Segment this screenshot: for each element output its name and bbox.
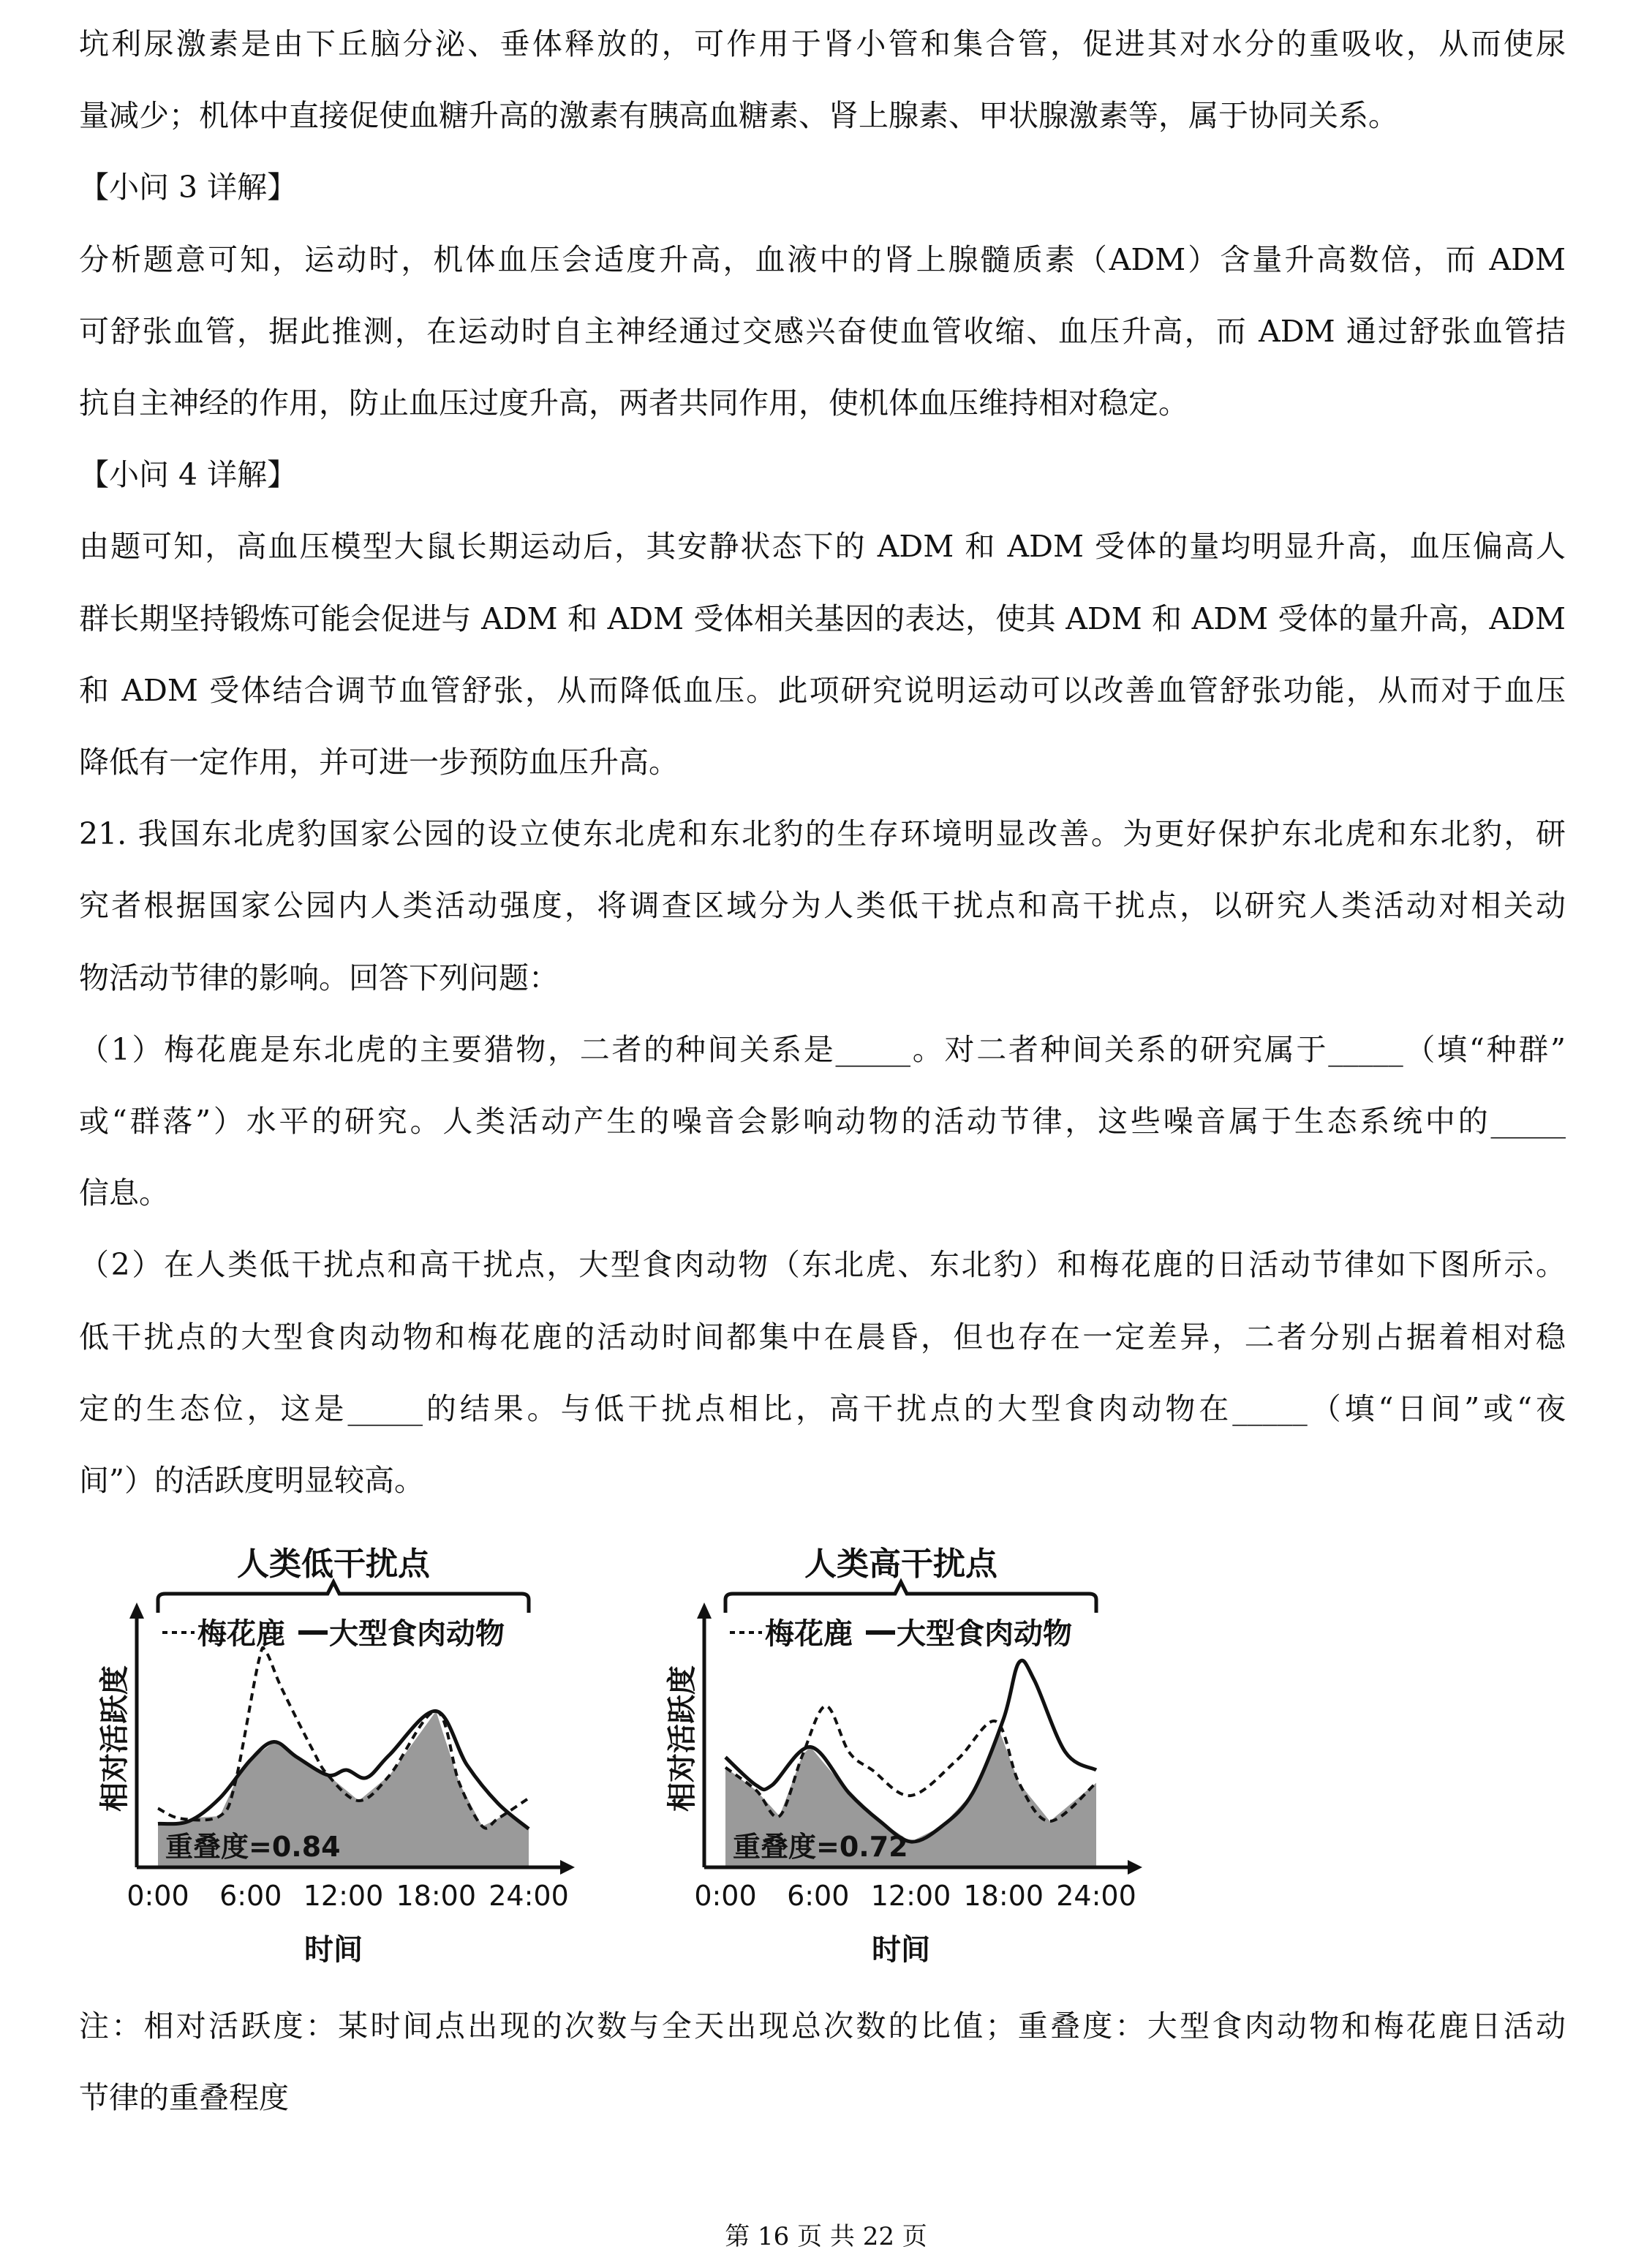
text-line: 降低有一定作用，并可进一步预防血压升高。	[79, 745, 679, 780]
brace-icon	[158, 1582, 529, 1613]
x-tick-label: 6:00	[787, 1880, 850, 1912]
x-tick-label: 0:00	[694, 1880, 757, 1912]
text-line: 群长期坚持锻炼可能会促进与 ADM 和 ADM 受体相关基因的表达，使其 ADM 和 ADM 受体的量升高，ADM	[79, 600, 1566, 636]
x-tick-label: 12:00	[870, 1880, 951, 1912]
series-deer-line	[725, 1706, 1096, 1821]
brace-icon	[725, 1582, 1096, 1613]
x-axis-label: 时间	[872, 1933, 930, 1967]
text-line: 可舒张血管，据此推测，在运动时自主神经通过交感兴奋使血管收缩、血压升高，而 ADM 通过舒张血管拮	[79, 313, 1566, 349]
chart-low-disturbance	[86, 1532, 598, 1971]
x-axis-arrow-icon	[560, 1860, 575, 1875]
y-axis-arrow-icon	[697, 1603, 712, 1619]
text-line: 间”）的活跃度明显较高。	[79, 1463, 424, 1498]
y-axis-label: 相对活跃度	[665, 1665, 699, 1812]
page-footer: 第 16 页 共 22 页	[725, 2222, 927, 2251]
text-line: 和 ADM 受体结合调节血管舒张，从而降低血压。此项研究说明运动可以改善血管舒张功能，从而对于血压	[79, 672, 1566, 708]
text-line: 分析题意可知，运动时，机体血压会适度升高，血液中的肾上腺髓质素（ADM）含量升高数倍，而 ADM	[79, 241, 1566, 277]
chart-title: 人类高干扰点	[804, 1545, 997, 1583]
y-axis-arrow-icon	[129, 1603, 144, 1619]
overlap-annotation: 重叠度=0.84	[165, 1831, 341, 1863]
text-line: 抗自主神经的作用，防止血压过度升高，两者共同作用，使机体血压维持相对稳定。	[79, 385, 1188, 421]
x-tick-label: 6:00	[219, 1880, 282, 1912]
text-line: 21. 我国东北虎豹国家公园的设立使东北虎和东北豹的生存环境明显改善。为更好保护东北虎和东北豹，研	[79, 816, 1566, 852]
text-line: 信息。	[79, 1175, 169, 1211]
legend-label-carnivore: 大型食肉动物	[897, 1617, 1072, 1651]
x-tick-label: 0:00	[127, 1880, 189, 1912]
text-line: 究者根据国家公园内人类活动强度，将调查区域分为人类低干扰点和高干扰点，以研究人类活动对相关动	[79, 888, 1566, 924]
text-line: （1）梅花鹿是东北虎的主要猎物，二者的种间关系是_____。对二者种间关系的研究属于_____（填“种群”	[79, 1031, 1566, 1067]
chart-title: 人类低干扰点	[237, 1545, 430, 1583]
x-tick-label: 24:00	[1056, 1880, 1136, 1912]
text-line: 物活动节律的影响。回答下列问题：	[79, 960, 559, 995]
text-line: 坑利尿激素是由下丘脑分泌、垂体释放的，可作用于肾小管和集合管，促进其对水分的重吸收，从而使尿	[79, 26, 1566, 61]
x-tick-label: 24:00	[489, 1880, 569, 1912]
text-line: 低干扰点的大型食肉动物和梅花鹿的活动时间都集中在晨昏，但也存在一定差异，二者分别占据着相对稳	[79, 1319, 1566, 1355]
legend-label-deer: 梅花鹿	[197, 1617, 285, 1651]
text-line: 量减少；机体中直接促使血糖升高的激素有胰高血糖素、肾上腺素、甲状腺激素等，属于协同关系。	[79, 98, 1398, 134]
x-tick-label: 12:00	[303, 1880, 384, 1912]
y-axis-label: 相对活跃度	[98, 1665, 132, 1812]
x-axis-label: 时间	[304, 1933, 363, 1967]
text-line: 定的生态位，这是_____的结果。与低干扰点相比，高干扰点的大型食肉动物在_____（填“日间”或“夜	[79, 1390, 1566, 1426]
legend-label-carnivore: 大型食肉动物	[329, 1617, 505, 1651]
text-line: 由题可知，高血压模型大鼠长期运动后，其安静状态下的 ADM 和 ADM 受体的量均明显升高，血压偏高人	[79, 529, 1566, 565]
text-line: 【小问 3 详解】	[79, 170, 298, 206]
note-line: 注：相对活跃度：某时间点出现的次数与全天出现总次数的比值；重叠度：大型食肉动物和梅花鹿日活动	[79, 2008, 1566, 2044]
note-line: 节律的重叠程度	[79, 2080, 289, 2116]
chart-high-disturbance	[654, 1532, 1166, 1971]
x-tick-label: 18:00	[963, 1880, 1044, 1912]
text-line: （2）在人类低干扰点和高干扰点，大型食肉动物（东北虎、东北豹）和梅花鹿的日活动节律如下图所示。	[79, 1247, 1566, 1283]
x-axis-arrow-icon	[1128, 1860, 1142, 1875]
text-line: 【小问 4 详解】	[79, 457, 298, 493]
x-tick-label: 18:00	[396, 1880, 477, 1912]
legend-label-deer: 梅花鹿	[765, 1617, 853, 1651]
text-line: 或“群落”）水平的研究。人类活动产生的噪音会影响动物的活动节律，这些噪音属于生态系统中的_____	[79, 1104, 1566, 1139]
overlap-annotation: 重叠度=0.72	[733, 1831, 908, 1863]
